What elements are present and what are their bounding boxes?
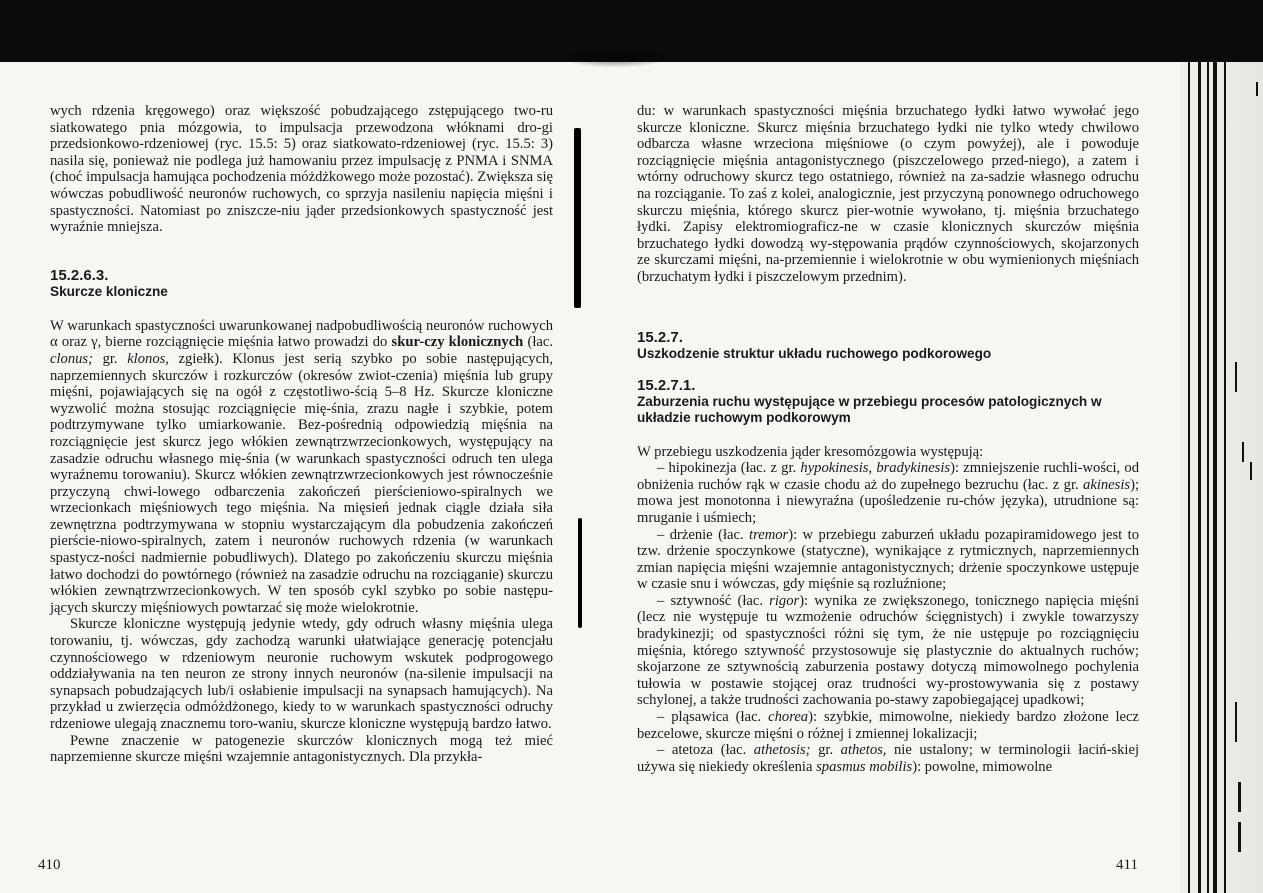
paragraph: Skurcze kloniczne występują jedynie wtedy, gdy odruch własny mięśnia ulega torowaniu, tj. wówczas, gdy zachodzą warunki ułatwiające generację potencjału czynnościowego w rdzeniowym neuronie ruchowym wskutek podprogowego oddziaływania na ten neuron ze strony innych neuronów (na-silenie impulsacji na synapsach pobudzających lub/i osłabienie impulsacji na synapsach hamujących). Na przykład u zwierzęcia odmóżdżonego, kiedy to w warunkach spastyczności odruchy rdzeniowe ulegają znacznemu toro-waniu, skurcze kloniczne występują bardzo łatwo.: [50, 616, 553, 732]
left-page-text: [50, 103, 553, 766]
paragraph: du: w warunkach spastyczności mięśnia brzuchatego łydki łatwo wywołać jego skurcze kloniczne. Skurcz mięśnia brzuchatego łydki nie tylko wtedy chwilowo odbarcza własne wrzeciona mięśniowe (o czym powyżej), ale i powoduje rozciągnięcie mięśnia antagonistycznego (piszczelowego przed-niego), a zatem i wtórny odruchowy skurcz tego ostatniego, również na za-sadzie własnego odruchu na rozciąganie. To zaś z kolei, analogicznie, jest przyczyną ponownego odruchowego skurczu mięśnia, którego skurcz pier-wotnie wywołano, tj. mięśnia brzuchatego łydki. Zapisy elektromiograficz-ne w czasie klonicznych skurczów mięśnia brzuchatego łydki dowodzą wy-stępowania prądów czynnościowych, skojarzonych ze skurczami mięśni, na-przemiennie i wielokrotnie w obu wymienionych mięśniach (brzuchatym łydki i piszczelowym przednim).: [637, 103, 1139, 285]
paragraph: W warunkach spastyczności uwarunkowanej nadpobudliwością neuronów ruchowych α oraz γ, bierne rozciągnięcie mięśnia łatwo prowadzi do skur-czy klonicznych (łac. clonus; gr. klonos, zgiełk). Klonus jest serią szybko po sobie następujących, naprzemiennych skurczów i rozkurczów (okresów zwiot-czenia) mięśnia lub grupy mięśni, pojawiających się na ogół z częstotliwo-ścią 5–8 Hz. Skurcze kloniczne wyzwolić można stosując rozciągnięcie mię-śnia, zrazu nagłe i szybkie, potem podtrzymywane tylko umiarkowanie. Bez-pośrednią odpowiedzią mięśnia na rozciągnięcie jest skurcz jego włókien zewnątrzwrzecionkowych, występujący na zasadzie odruchu własnego mię-śnia (w warunkach spastyczności odruch ten ulega wyraźnemu torowaniu). Skurcz włókien zewnątrzwrzecionkowych jest równocześnie przyczyną chwi-lowego odbarczenia zakończeń pierścieniowo-spiralnych we wrzecionkach mięśniowych tego mięśnia. Na mięsień jednak ciągle działa siła zewnętrzna podtrzymywana w stopniu wystarczającym dla pobudzenia zakończeń pierście-niowo-spiralnych, zatem i neuronów ruchowych rdzenia (w warunkach spastycz-ności nadmiernie pobudliwych). Dlatego po zakończeniu skurczu mięśnia łatwo dochodzi do powtórnego (również na zasadzie odruchu na rozciąganie) skurczu włókien zewnątrzwrzecionkowych. W ten sposób cykl szybko po sobie następu-jących skurczy mięśniowych powtarzać się może wielokrotnie.: [50, 317, 554, 616]
list-item: – hipokinezja (łac. z gr. hypokinesis, bradykinesis): zmniejszenie ruchli-wości, od obniżenia ruchów rąk w czasie chodu aż do zupełnego bezruchu (łac. z gr. akinesis); mowa jest monotonna i niewyraźna (upośledzenie ru-chów języka), utrudnione są: mruganie i uśmiech;: [637, 460, 1139, 526]
section-number: 15.2.6.3.: [50, 266, 109, 284]
paragraph: W przebiegu uszkodzenia jąder kresomózgowia występują:: [637, 443, 984, 460]
page-number: 411: [1116, 857, 1138, 873]
section-title: Zaburzenia ruchu występujące w przebiegu procesów patologicznych w układzie ruchowym podkorowym: [637, 393, 1102, 425]
section-number: 15.2.7.1.: [637, 376, 696, 394]
gutter-mark: [574, 128, 581, 308]
page-edge-stack: [1180, 62, 1263, 893]
page-number: 410: [38, 857, 61, 873]
section-number: 15.2.7.: [637, 328, 683, 346]
list-item: – drżenie (łac. tremor): w przebiegu zaburzeń układu pozapiramidowego jest to tzw. drżenie spoczynkowe (statyczne), wynikające z rytmicznych, naprzemiennych zmian napięcia mięśni wzajemnie antagonistycznych; drżenie spoczynkowe ustępuje w czasie snu i wówczas, gdy mięśnie są rozluźnione;: [637, 526, 1140, 593]
section-title: Skurcze kloniczne: [50, 283, 168, 299]
gutter-mark: [578, 518, 582, 628]
list-item: – atetoza (łac. athetosis; gr. athetos, nie ustalony; w terminologii łaciń-skiej używa się niekiedy określenia spasmus mobilis): powolne, mimowolne: [637, 742, 1139, 775]
right-page-text: [637, 103, 1139, 775]
list-item: – pląsawica (łac. chorea): szybkie, mimowolne, niekiedy bardzo złożone lecz bezcelowe, skurcze mięśni o różnej i zmiennej lokalizacji;: [637, 709, 1139, 742]
paragraph: Pewne znaczenie w patogenezie skurczów klonicznych mogą też mieć naprzemienne skurcze mięśni wzajemnie antagonistycznych. Dla przykła-: [50, 732, 553, 766]
list-item: – sztywność (łac. rigor): wynika ze zwiększonego, tonicznego napięcia mięśni (lecz nie występuje tu wzmożenie odruchów ścięgnistych) i zwykle towarzyszy bradykinezji; od spastyczności różni się tym, że nie ustępuje po rozciągnięciu mięśnia, którego sztywność przystosowuje się plastycznie do aktualnych ruchów; skojarzone ze sztywnością zaburzenia postawy dotyczą mimowolnego pochylenia tułowia w postawie stojącej oraz trudności wy-prostowywania się z postawy schylonej, a także trudności zachowania po-stawy zapobiegającej upadkowi;: [637, 592, 1139, 709]
paragraph: wych rdzenia kręgowego) oraz większość pobudzającego zstępującego two-ru siatkowatego pnia mózgowia, to impulsacja przewodzona włóknami dro-gi przedsionkowo-rdzeniowej (ryc. 15.5: 5) oraz siatkowato-rdzeniowej (ryc. 15.5: 3) nasila się, ponieważ nie podlega już hamowaniu przez impulsację z PNMA i SNMA (choć impulsacja hamująca pochodzenia móżdżkowego może pozostać). Zwiększa się wówczas pobudliwość neuronów ruchowych, co sprzyja nasileniu napięcia mięśni i spastyczności. Natomiast po zniszcze-niu jąder przedsionkowych spastyczność jest wyraźnie mniejsza.: [50, 103, 553, 236]
bold-term: skur-czy klonicznych: [391, 334, 524, 351]
section-title: Uszkodzenie struktur układu ruchowego podkorowego: [637, 345, 992, 361]
book-spine-shadow: [560, 46, 670, 68]
